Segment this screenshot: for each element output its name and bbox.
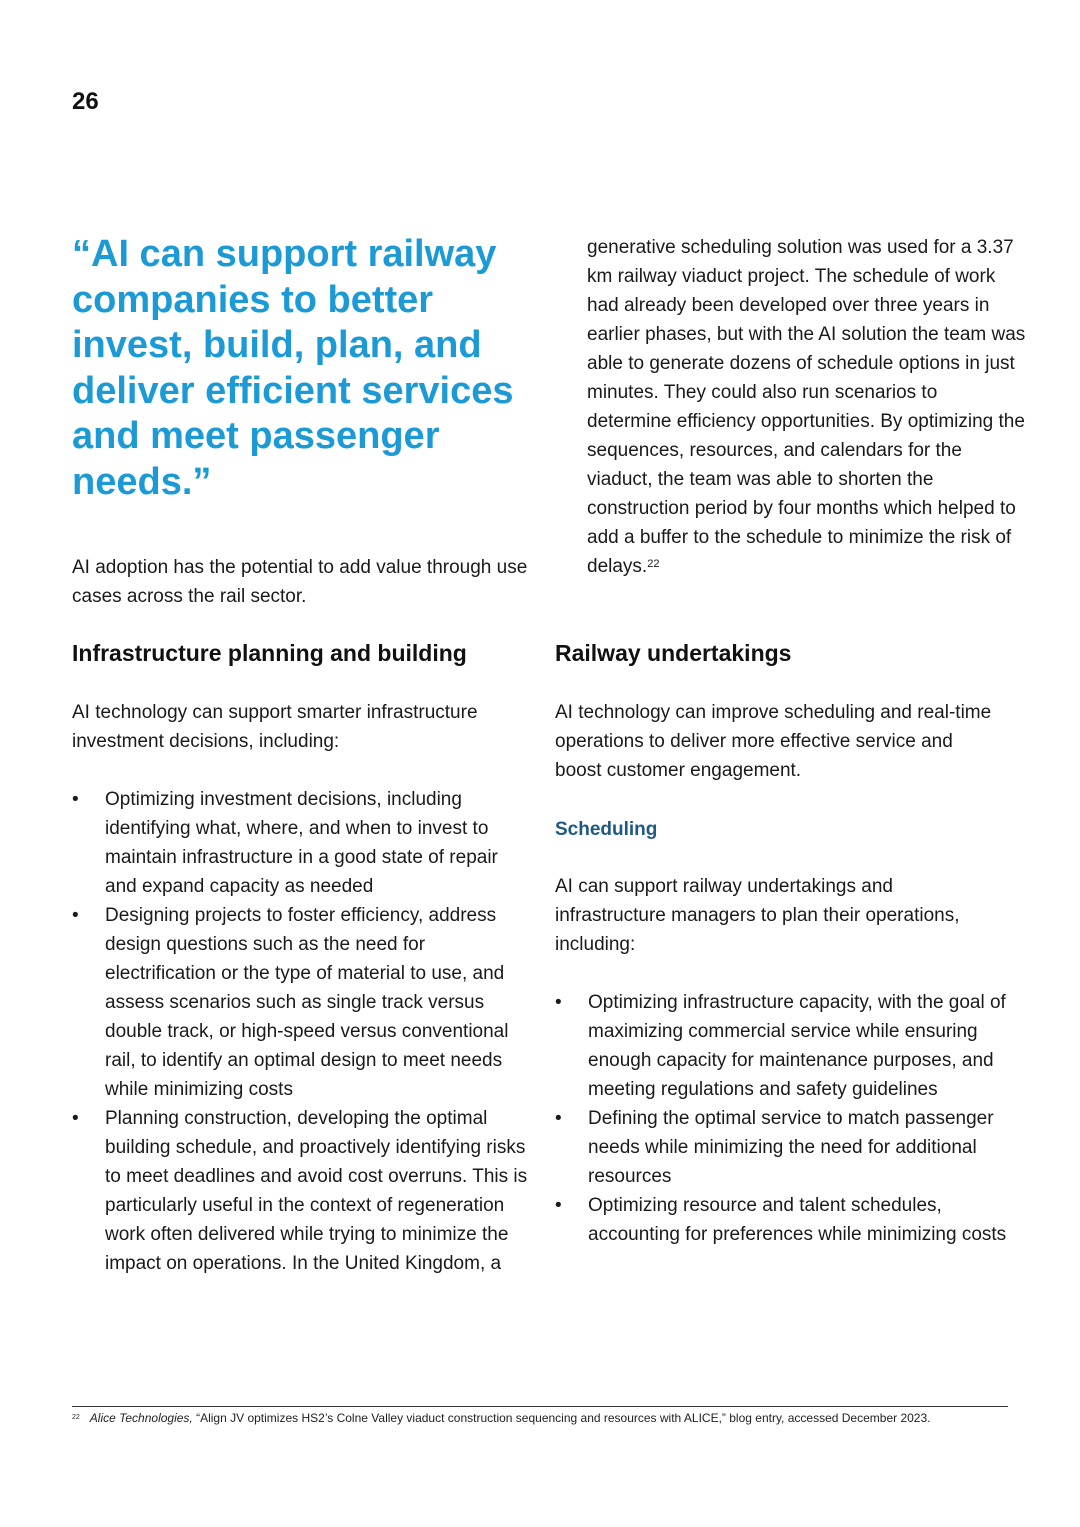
page-number: 26: [72, 88, 99, 115]
intro-paragraph: AI adoption has the potential to add value through use cases across the rail sector.: [72, 557, 528, 607]
list-item: • Optimizing investment decisions, including identifying what, where, and when to invest to maintain infrastructure in a good state of repair and expand capacity as needed: [72, 785, 532, 901]
continuation-text: generative scheduling solution was used for a 3.37 km railway viaduct project. The schedule of work had already been developed over three years in earlier phases, but with the AI solution the team was able to generate dozens of schedule options in just minutes. They could also run scenarios to determine efficiency opportunities. By optimizing the sequences, resources, and calendars for the viaduct, the team was able to shorten the construction period by four months which helped to add a buffer to the schedule to minimize the risk of delays.: [587, 237, 1026, 577]
railway-intro: AI technology can improve scheduling and real-time operations to deliver more effective service and boost customer engagement.: [555, 702, 992, 781]
footnote-source: Alice Technologies,: [89, 1411, 193, 1425]
footnote-divider: [72, 1406, 1008, 1407]
list-item: • Defining the optimal service to match passenger needs while minimizing the need for additional resources: [555, 1104, 1015, 1191]
footnote-number: 22: [72, 1414, 80, 1421]
list-item: • Optimizing resource and talent schedules, accounting for preferences while minimizing costs: [555, 1191, 1015, 1249]
list-item: • Planning construction, developing the optimal building schedule, and proactively identifying risks to meet deadlines and avoid cost overruns. This is particularly useful in the context of regeneration work often delivered while trying to minimize the impact on operations. In the United Kingdom, a: [72, 1104, 532, 1278]
list-item: • Optimizing infrastructure capacity, with the goal of maximizing commercial service while ensuring enough capacity for maintenance purposes, and meeting regulations and safety guidelines: [555, 988, 1015, 1104]
scheduling-subheading: Scheduling: [555, 819, 658, 840]
pull-quote: “AI can support railway companies to better invest, build, plan, and deliver efficient services and meet passenger needs.”: [72, 233, 514, 503]
infrastructure-intro: AI technology can support smarter infrastructure investment decisions, including:: [72, 702, 478, 752]
infrastructure-heading: Infrastructure planning and building: [72, 640, 467, 666]
list-item: • Designing projects to foster efficiency, address design questions such as the need for electrification or the type of material to use, and assess scenarios such as single track versus double track, or high-speed versus conventional rail, to identify an optimal design to meet needs while minimizing costs: [72, 901, 532, 1104]
scheduling-intro: AI can support railway undertakings and infrastructure managers to plan their operations, including:: [555, 876, 960, 955]
footnote: [72, 1411, 1012, 1425]
infrastructure-bullet-list: [72, 785, 532, 1278]
footnote-text: “Align JV optimizes HS2’s Colne Valley viaduct construction sequencing and resources with ALICE,” blog entry, accessed December 2023.: [192, 1411, 931, 1425]
railway-heading: Railway undertakings: [555, 640, 792, 666]
bullet-continuation: [587, 233, 1027, 581]
footnote-ref[interactable]: 22: [647, 558, 660, 570]
scheduling-bullet-list: [555, 988, 1015, 1249]
